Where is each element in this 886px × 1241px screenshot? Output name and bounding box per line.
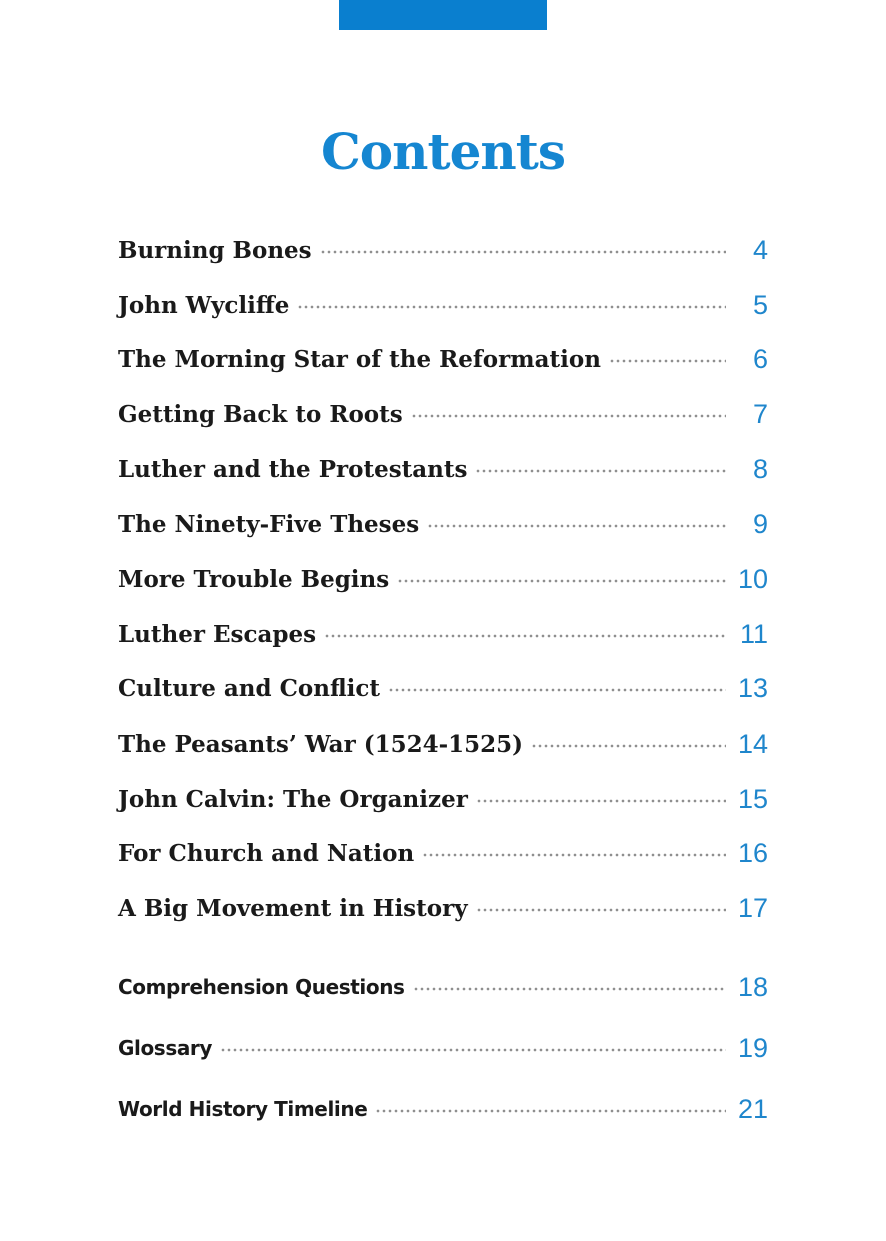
dot-leader [320, 250, 726, 254]
toc-page-number: 7 [752, 398, 768, 429]
toc-page-number: 8 [752, 453, 768, 484]
toc-entry-title: John Wycliffe [118, 291, 290, 319]
toc-entry[interactable] [118, 782, 768, 816]
dot-leader [220, 1048, 726, 1052]
toc-entry-title: Culture and Conflict [118, 674, 381, 702]
toc-page-number: 9 [752, 508, 768, 539]
dot-leader [388, 688, 726, 692]
dot-leader [413, 987, 726, 991]
toc-entry-title: The Peasants’ War (1524-1525) [118, 730, 524, 758]
toc-page-number: 17 [737, 892, 768, 923]
toc-entry-title: World History Timeline [118, 1097, 368, 1121]
toc-page-number: 15 [737, 783, 768, 814]
toc-entry[interactable] [118, 507, 768, 541]
toc-page-number: 5 [752, 289, 768, 320]
toc-entry-title: Luther and the Protestants [118, 455, 468, 483]
page-title: Contents [320, 122, 565, 181]
toc-entry[interactable] [118, 342, 768, 376]
toc-entry[interactable] [118, 617, 768, 651]
toc-entry[interactable] [118, 452, 768, 486]
toc-page-number: 18 [737, 971, 768, 1002]
toc-entry-title: The Ninety-Five Theses [118, 510, 420, 538]
toc-entry[interactable] [118, 233, 768, 267]
dot-leader [476, 908, 726, 912]
toc-page-number: 11 [739, 618, 768, 649]
dot-leader [397, 579, 726, 583]
toc-entry[interactable] [118, 836, 768, 870]
toc-entry[interactable] [118, 397, 768, 431]
toc-entry[interactable] [118, 288, 768, 322]
dot-leader [422, 853, 726, 857]
toc-entry[interactable] [118, 562, 768, 596]
dot-leader [324, 634, 726, 638]
toc-page-number: 10 [737, 563, 768, 594]
toc-page-number: 19 [737, 1032, 768, 1063]
toc-entry-title: Comprehension Questions [118, 975, 405, 999]
dot-leader [476, 799, 726, 803]
header-color-bar [339, 0, 547, 30]
toc-entry-title: A Big Movement in History [118, 894, 468, 922]
dot-leader [609, 359, 726, 363]
toc-entry[interactable] [118, 671, 768, 705]
dot-leader [297, 305, 726, 309]
toc-entry[interactable] [118, 891, 768, 925]
toc-entry-title: Glossary [118, 1036, 213, 1060]
toc-entry-title: Getting Back to Roots [118, 400, 403, 428]
toc-page-number: 4 [752, 234, 768, 265]
toc-page-number: 6 [752, 343, 768, 374]
dot-leader [427, 524, 726, 528]
dot-leader [475, 469, 726, 473]
toc-entry-title: Luther Escapes [118, 620, 317, 648]
toc-entry-title: For Church and Nation [118, 839, 415, 867]
toc-page-number: 21 [737, 1093, 768, 1124]
toc-back-matter-entry[interactable] [118, 1031, 768, 1065]
toc-page-number: 16 [737, 837, 768, 868]
toc-page-number: 14 [737, 728, 768, 759]
toc-entry-title: Burning Bones [118, 236, 312, 264]
dot-leader [375, 1109, 726, 1113]
toc-back-matter-entry[interactable] [118, 1092, 768, 1126]
toc-entry-title: More Trouble Begins [118, 565, 390, 593]
toc-entry-title: The Morning Star of the Reformation [118, 345, 601, 373]
toc-entry-title: John Calvin: The Organizer [118, 785, 468, 813]
dot-leader [411, 414, 726, 418]
toc-page-number: 13 [737, 672, 768, 703]
toc-back-matter-entry[interactable] [118, 970, 768, 1004]
toc-entry[interactable] [118, 727, 768, 761]
dot-leader [531, 744, 726, 748]
